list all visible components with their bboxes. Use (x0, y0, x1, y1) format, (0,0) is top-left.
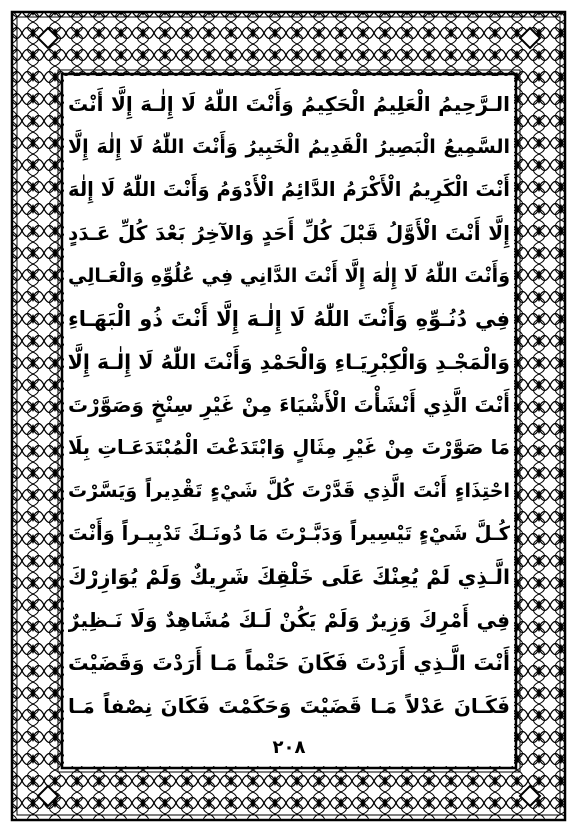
text-line: الَّـذِي لَمْ يُعِنْكَ عَلَى خَلْقِكَ شَرِيكٌ وَلَمْ يُوَازِرْكَ (68, 565, 510, 589)
page-number: ٢٠٨ (272, 737, 306, 758)
text-line: إِلَّا أَنْتَ الْأَوَّلُ قَبْلَ كُلِّ أَحَدٍ وَالآخِرُ بَعْدَ كُلِّ عَـدَدٍ (68, 221, 510, 245)
text-line: احْتِذَاءٍ أَنْتَ الَّذِي قَدَّرْتَ كُلَّ شَيْءٍ تَقْدِيراً وَيَسَّرْتَ (68, 480, 510, 502)
text-line: مَا صَوَّرْتَ مِنْ غَيْرِ مِثَالٍ وَابْتَدَعْتَ الْمُبْتَدَعَـاتِ بِلَا (68, 436, 510, 459)
text-line: فِي دُنُـوِّهِ وَأَنْتَ اللّٰهُ لَا إِلٰـهَ إِلَّا أَنْتَ ذُو الْبَهَـاءِ (68, 307, 510, 331)
text-line: وَأَنْتَ اللّٰهُ لَا إِلٰهَ إِلَّا أَنْتَ الدَّانِي فِي عُلُوِّهِ وَالْعَـالِي (68, 265, 510, 287)
text-line: أَنْتَ الَّـذِي أَرَدْتَ فَكَانَ حَتْماً مَـا أَرَدْتَ وَقَضَيْتَ (68, 651, 510, 675)
text-line: السَّمِيعُ الْبَصِيرُ الْقَدِيمُ الْخَبِيرُ وَأَنْتَ اللّٰهُ لَا إِلٰهَ إِلَّا (68, 136, 510, 158)
text-line: الـرَّحِيمُ الْعَلِيمُ الْحَكِيمُ وَأَنْتَ اللّٰهُ لَا إِلٰـهَ إِلَّا أَنْتَ (68, 92, 510, 116)
prayer-text-block (68, 80, 510, 730)
text-line: أَنْتَ الْكَرِيمُ الْأَكْرَمُ الدَّائِمُ الْأَدْوَمُ وَأَنْتَ اللّٰهُ لَا إِلٰهَ (68, 178, 510, 201)
text-line: أَنْتَ الَّذِي أَنْشَأْتَ الْأَشْيَاءَ مِنْ غَيْرِ سِنْخٍ وَصَوَّرْتَ (68, 393, 510, 417)
text-line: فَكَـانَ عَدْلاً مَـا قَضَيْتَ وَحَكَمْتَ فَكَانَ نِصْفاً مَـا (68, 694, 510, 718)
text-line: كُـلَّ شَيْءٍ تَيْسِيراً وَدَبَّـرْتَ مَا دُونَـكَ تَدْبِيـراً وَأَنْتَ (68, 522, 510, 545)
text-line: فِي أَمْرِكَ وَزِيرٌ وَلَمْ يَكُنْ لَـكَ مُشَاهِدٌ وَلَا نَـظِيرٌ (68, 608, 510, 632)
text-line: وَالْمَجْـدِ وَالْكِبْرِيَـاءِ وَالْحَمْدِ وَأَنْتَ اللّٰهُ لَا إِلٰـهَ إِلَّا (68, 350, 510, 374)
